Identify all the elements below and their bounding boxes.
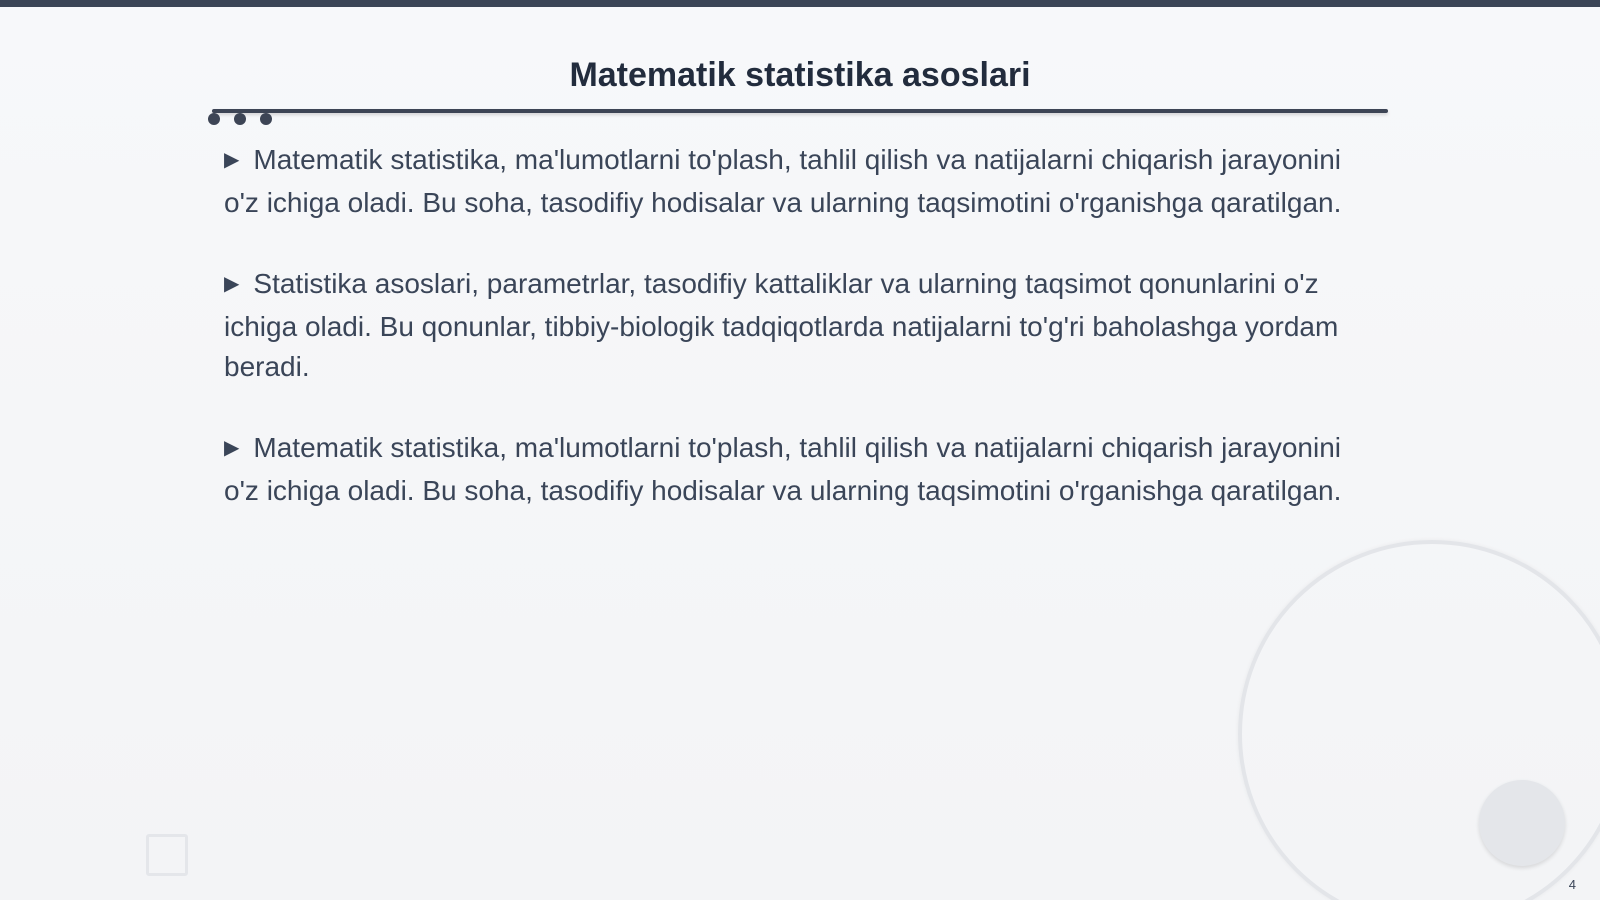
decorative-circle	[1479, 780, 1565, 866]
slide-title: Matematik statistika asoslari	[569, 56, 1031, 94]
page-number: 4	[1568, 877, 1576, 892]
bullet-paragraph-1	[224, 140, 1344, 223]
slide-body	[224, 140, 1344, 552]
decorative-dot-3	[260, 113, 272, 125]
triangle-bullet-icon: ▶	[224, 437, 240, 459]
bullet-paragraph-2	[224, 264, 1344, 387]
bullet-paragraph-3	[224, 428, 1344, 511]
decorative-dot-2	[234, 113, 246, 125]
bullet-text-2: Statistika asoslari, parametrlar, tasodifiy kattaliklar va ularning taqsimot qonunlarini o'z ichiga oladi. Bu qonunlar, tibbiy-biologik tadqiqotlarda natijalarni to'g'ri baholashga yordam beradi.	[224, 268, 1339, 382]
top-accent-bar	[0, 0, 1600, 7]
bullet-text-3: Matematik statistika, ma'lumotlarni to'plash, tahlil qilish va natijalarni chiqarish jarayonini o'z ichiga oladi. Bu soha, tasodifiy hodisalar va ularning taqsimotini o'rganishga qaratilgan.	[224, 432, 1342, 506]
triangle-bullet-icon: ▶	[224, 149, 240, 171]
triangle-bullet-icon: ▶	[224, 273, 240, 295]
bullet-text-1: Matematik statistika, ma'lumotlarni to'plash, tahlil qilish va natijalarni chiqarish jarayonini o'z ichiga oladi. Bu soha, tasodifiy hodisalar va ularning taqsimotini o'rganishga qaratilgan.	[224, 144, 1342, 218]
decorative-square	[146, 834, 188, 876]
decorative-dot-1	[208, 113, 220, 125]
title-underline	[212, 109, 1388, 113]
